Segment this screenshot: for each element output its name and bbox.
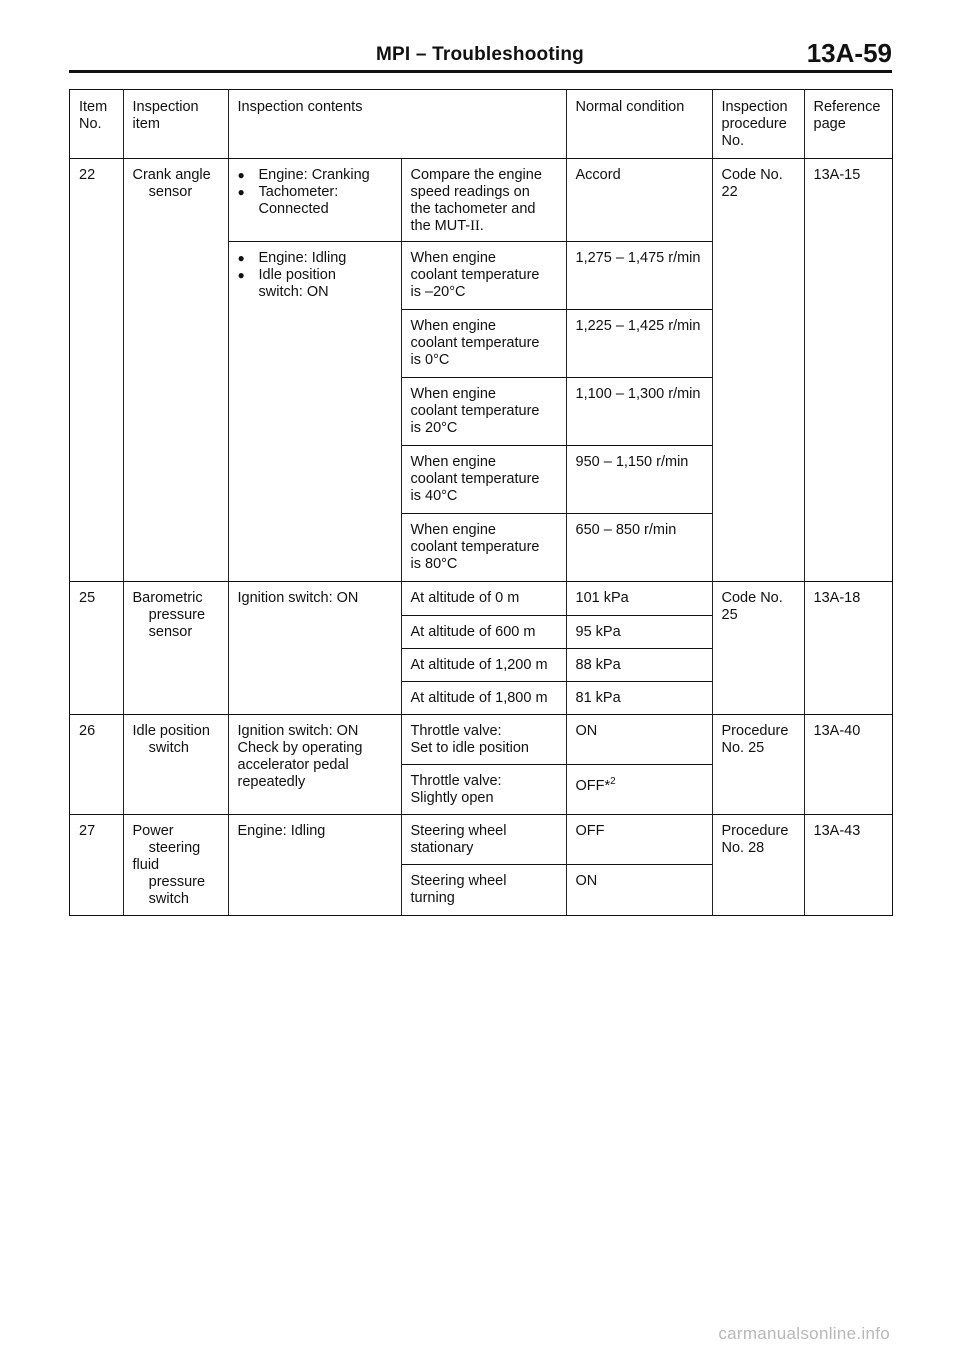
page-number: 13A-59 bbox=[806, 38, 892, 68]
normal-condition: 650 – 850 r/min bbox=[566, 514, 712, 582]
reference-page: 13A-15 bbox=[804, 159, 892, 582]
normal-condition: 101 kPa bbox=[566, 582, 712, 616]
inspection-detail: Throttle valve: Slightly open bbox=[401, 765, 566, 815]
procedure-no: Procedure No. 25 bbox=[712, 715, 804, 815]
col-header-inspection-contents: Inspection contents bbox=[228, 90, 566, 159]
inspection-detail: When engine coolant temperature is 80°C bbox=[401, 514, 566, 582]
inspection-contents: Ignition switch: ON bbox=[228, 582, 401, 715]
inspection-detail: At altitude of 1,800 m bbox=[401, 682, 566, 715]
watermark: carmanualsonline.info bbox=[718, 1324, 890, 1343]
col-header-inspection-item: Inspection item bbox=[123, 90, 228, 159]
normal-condition: Accord bbox=[566, 159, 712, 242]
normal-condition: 1,275 – 1,475 r/min bbox=[566, 242, 712, 310]
normal-condition: ON bbox=[566, 715, 712, 765]
inspection-condition: ● Engine: Cranking ● Tachometer: Connected bbox=[228, 159, 401, 242]
inspection-detail: Steering wheel stationary bbox=[401, 815, 566, 865]
item-no: 27 bbox=[70, 815, 123, 915]
header-rule bbox=[69, 70, 892, 73]
inspection-detail: At altitude of 1,200 m bbox=[401, 649, 566, 682]
col-header-item-no: Item No. bbox=[70, 90, 123, 159]
col-header-normal-condition: Normal condition bbox=[566, 90, 712, 159]
normal-condition: ON bbox=[566, 865, 712, 915]
item-no: 26 bbox=[70, 715, 123, 815]
table-row bbox=[70, 715, 892, 765]
item-no: 25 bbox=[70, 582, 123, 715]
inspection-detail: Steering wheel turning bbox=[401, 865, 566, 915]
col-header-reference: Reference page bbox=[804, 90, 892, 159]
normal-condition: 950 – 1,150 r/min bbox=[566, 446, 712, 514]
inspection-contents: Ignition switch: ON Check by operating accelerator pedal repeatedly bbox=[228, 715, 401, 815]
normal-condition: 88 kPa bbox=[566, 649, 712, 682]
table-row bbox=[70, 582, 892, 616]
inspection-detail: Compare the engine speed readings on the tachometer and the MUT-II. bbox=[401, 159, 566, 242]
inspection-detail: When engine coolant temperature is 40°C bbox=[401, 446, 566, 514]
normal-condition: 1,100 – 1,300 r/min bbox=[566, 378, 712, 446]
procedure-no: Procedure No. 28 bbox=[712, 815, 804, 915]
troubleshooting-table bbox=[70, 90, 892, 915]
page-title: MPI – Troubleshooting bbox=[376, 44, 584, 65]
inspection-detail: At altitude of 600 m bbox=[401, 616, 566, 649]
inspection-detail: At altitude of 0 m bbox=[401, 582, 566, 616]
inspection-detail: Throttle valve: Set to idle position bbox=[401, 715, 566, 765]
item-no: 22 bbox=[79, 167, 96, 183]
normal-condition: OFF bbox=[566, 815, 712, 865]
inspection-item: Crank angle sensor bbox=[123, 159, 228, 582]
inspection-item: Barometric pressure sensor bbox=[123, 582, 228, 715]
reference-page: 13A-40 bbox=[804, 715, 892, 815]
col-header-procedure: Inspection procedure No. bbox=[712, 90, 804, 159]
normal-condition: 95 kPa bbox=[566, 616, 712, 649]
table-header-row bbox=[70, 90, 892, 159]
normal-condition: 1,225 – 1,425 r/min bbox=[566, 310, 712, 378]
normal-condition: 81 kPa bbox=[566, 682, 712, 715]
inspection-detail: When engine coolant temperature is 20°C bbox=[401, 378, 566, 446]
inspection-detail: When engine coolant temperature is 0°C bbox=[401, 310, 566, 378]
inspection-item: Idle position switch bbox=[123, 715, 228, 815]
reference-page: 13A-18 bbox=[804, 582, 892, 715]
table-row bbox=[70, 159, 892, 242]
inspection-item: Power steering fluid pressure switch bbox=[123, 815, 228, 915]
normal-condition: OFF*$^2$ bbox=[566, 765, 712, 815]
procedure-no: Code No. 25 bbox=[712, 582, 804, 715]
inspection-condition: ● Engine: Idling ● Idle position switch: ON bbox=[228, 242, 401, 582]
reference-page: 13A-43 bbox=[804, 815, 892, 915]
inspection-contents: Engine: Idling bbox=[228, 815, 401, 915]
table-row bbox=[70, 815, 892, 865]
inspection-detail: When engine coolant temperature is –20°C bbox=[401, 242, 566, 310]
procedure-no: Code No. 22 bbox=[712, 159, 804, 582]
